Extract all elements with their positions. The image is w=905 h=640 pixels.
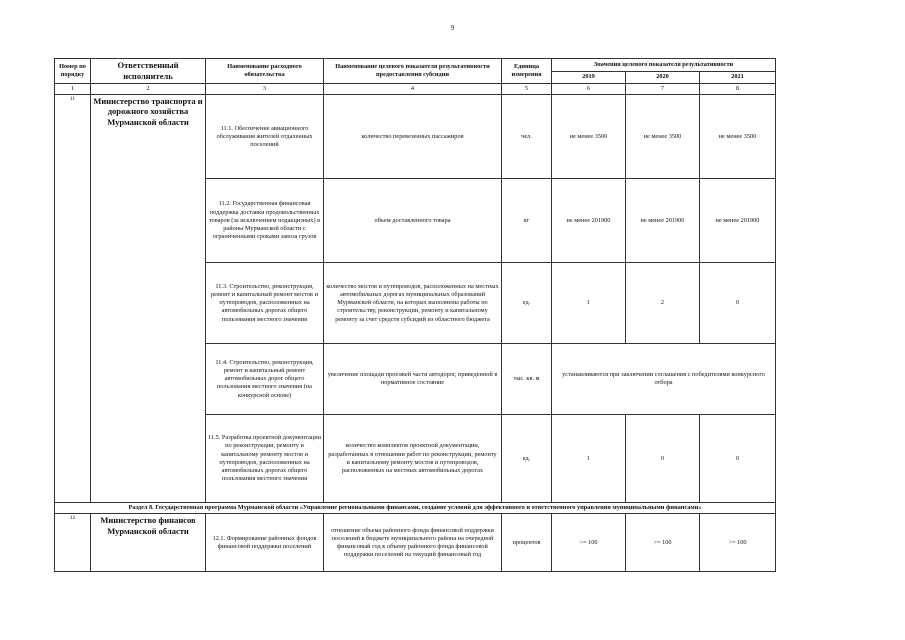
column-index: 7 [626,84,700,95]
col-header-values: Значения целевого показателя результативности [552,59,776,72]
value-2020: >= 100 [626,514,700,572]
indicator-cell: увеличение площади проезжей части автодорог, приведенной в нормативное состояние [324,344,502,415]
unit-cell: процентов [502,514,552,572]
value-2020: 0 [626,415,700,503]
column-index: 8 [700,84,776,95]
col-header-expense: Наименование расходного обязательства [206,59,324,84]
value-2021: 0 [700,263,776,344]
value-2021: >= 100 [700,514,776,572]
col-header-year: 2019 [552,71,626,84]
indicator-cell: количество комплектов проектной документации, разработанных в отношении работ по реконструкции, ремонту и капитальному ремонту мостов и путепроводов, расположенных на местных автомобильных дорогах [324,415,502,503]
expense-cell: 11.5. Разработка проектной документации по реконструкции, ремонту и капитальному ремонту мостов и путепроводов, расположенных на автомобильных дорогах общего пользования местного значения [206,415,324,503]
expense-cell: 11.2. Государственная финансовая поддержка доставки продовольственных товаров (за исключением подакцизных) в районы Мурманской области с ограниченными сроками завоза грузов [206,179,324,263]
table-row [55,514,776,572]
col-header-year: 2020 [626,71,700,84]
expense-cell: 11.4. Строительство, реконструкция, ремонт и капитальный ремонт автомобильных дорог общего пользования местного значения (на конкурсной основе) [206,344,324,415]
value-2021: 0 [700,415,776,503]
col-header-num: Номер по порядку [55,59,91,84]
indicator-cell: объем доставленного товара [324,179,502,263]
indicator-cell: количество перевезенных пассажиров [324,95,502,179]
unit-cell: ед. [502,415,552,503]
unit-cell: чел. [502,95,552,179]
expense-cell: 11.3. Строительство, реконструкция, ремонт и капитальный ремонт мостов и путепроводов, расположенных на автомобильных дорогах общего пользования местного значения [206,263,324,344]
value-2020: не менее 201900 [626,179,700,263]
unit-cell: тыс. кв. м [502,344,552,415]
value-2019: 1 [552,263,626,344]
expense-cell: 12.1. Формирование районных фондов финансовой поддержки поселений [206,514,324,572]
section-title: Раздел 8. Государственная программа Мурманской области «Управление региональными финансами, создание условий для эффективного и ответственного управления муниципальными финансами» [55,503,776,514]
value-2020: не менее 3500 [626,95,700,179]
indicator-cell: количество мостов и путепроводов, расположенных на местных автомобильных дорогах муниципальных образований Мурманской области, на которых выполнены работы по строительству, реконструкции, ремонту и капитальному ремонту за счет средств субсидий из областного бюджета [324,263,502,344]
value-2020: 2 [626,263,700,344]
section-row [55,503,776,514]
value-2019: не менее 201900 [552,179,626,263]
value-2021: не менее 201900 [700,179,776,263]
col-header-year: 2021 [700,71,776,84]
expense-cell: 11.1. Обеспечение авиационного обслуживания жителей отдаленных поселений [206,95,324,179]
unit-cell: ед. [502,263,552,344]
col-header-indicator: Наименование целевого показателя результативности предоставления субсидии [324,59,502,84]
executor-cell: Министерство финансов Мурманской области [91,514,206,572]
table-row [55,95,776,179]
unit-cell: кг [502,179,552,263]
merged-value-cell: устанавливаются при заключении соглашения с победителями конкурсного отбора [552,344,776,415]
header-row [55,59,776,72]
value-2019: >= 100 [552,514,626,572]
value-2019: 1 [552,415,626,503]
col-header-unit: Единица измерения [502,59,552,84]
value-2019: не менее 3500 [552,95,626,179]
column-index: 5 [502,84,552,95]
row-number: 12 [55,514,91,572]
column-index-row [55,84,776,95]
column-index: 3 [206,84,324,95]
column-index: 4 [324,84,502,95]
row-number: 11 [55,95,91,503]
executor-cell: Министерство транспорта и дорожного хозяйства Мурманской области [91,95,206,503]
col-header-executor: Ответственный исполнитель [91,59,206,84]
column-index: 2 [91,84,206,95]
column-index: 6 [552,84,626,95]
targets-table [54,58,776,572]
indicator-cell: отношение объема районного фонда финансовой поддержки поселений в бюджете муниципального района на очередной финансовый год к объему районного фонда финансовой поддержки поселений на текущий финансовый год [324,514,502,572]
page-number: 9 [450,24,455,32]
column-index: 1 [55,84,91,95]
value-2021: не менее 3500 [700,95,776,179]
